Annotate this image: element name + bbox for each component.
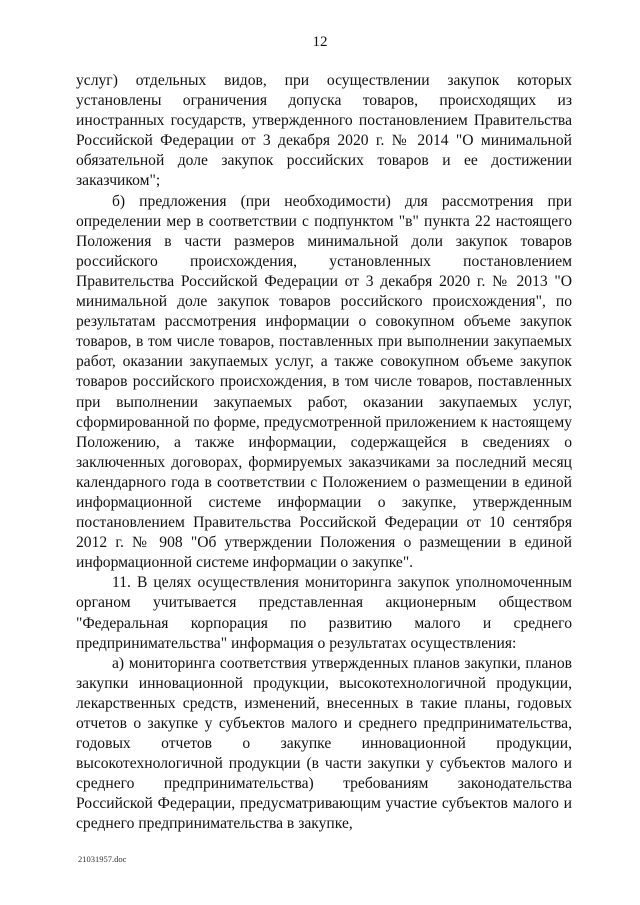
page-number: 12 (312, 34, 328, 50)
paragraph-subitem-a: а) мониторинга соответствия утвержденных планов закупки, планов закупки инновационной продукции, высокотехнологичной продукции, лекарственных средств, изменений, внесенных в такие планы, годовых отчетов о закупке у субъектов малого и среднего предпринимательства, годовых отчетов о закупке инновационной продукции, высокотехнологичной продукции (в части закупки у субъектов малого и среднего предпринимательства) требованиям законодательства Российской Федерации, предусматривающим участие субъектов малого и среднего предпринимательства в закупке, (76, 654, 572, 833)
footer-doc-code: 21031957.doc (78, 854, 127, 864)
document-body (76, 71, 572, 835)
paragraph-subitem-b: б) предложения (при необходимости) для рассмотрения при определении мер в соответствии с подпунктом "в" пункта 22 настоящего Положения в части размеров минимальной доли закупок товаров российского происхождения, установленных постановлением Правительства Российской Федерации от 3 декабря 2020 г. № 2013 "О минимальной доле закупок товаров российского происхождения", по результатам рассмотрения информации о совокупном объеме закупок товаров, в том числе товаров, поставленных при выполнении закупаемых работ, оказании закупаемых услуг, а также совокупном объеме закупок товаров российского происхождения, в том числе товаров, поставленных при выполнении закупаемых работ, оказании закупаемых услуг, сформированной по форме, предусмотренной приложением к настоящему Положению, а также информации, содержащейся в сведениях о заключенных договорах, формируемых заказчиками за последний месяц календарного года в соответствии с Положением о размещении в единой информационной системе информации о закупке, утвержденным постановлением Правительства Российской Федерации от 10 сентября 2012 г. № 908 "Об утверждении Положения о размещении в единой информационной системе информации о закупке". (76, 192, 572, 572)
paragraph-item-11: 11. В целях осуществления мониторинга закупок уполномоченным органом учитывается представленная акционерным обществом "Федеральная корпорация по развитию малого и среднего предпринимательства" информация о результатах осуществления: (76, 574, 572, 652)
paragraph-continuation: услуг) отдельных видов, при осуществлении закупок которых установлены ограничения допуска товаров, происходящих из иностранных государств, утвержденного постановлением Правительства Российской Федерации от 3 декабря 2020 г. № 2014 "О минимальной обязательной доле закупок российских товаров и ее достижении заказчиком"; (76, 72, 572, 190)
